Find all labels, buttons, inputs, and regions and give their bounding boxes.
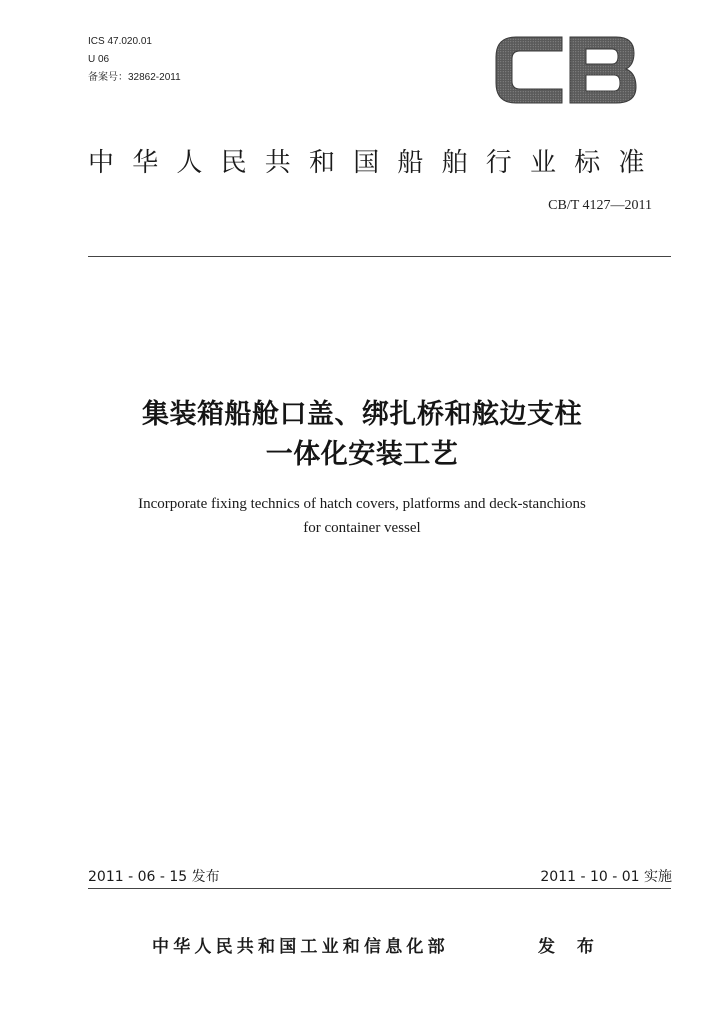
implementation-date: 2011 - 10 - 01 实施	[540, 869, 672, 885]
title-cn-line2: 一体化安装工艺	[265, 439, 459, 470]
record-value: 32862-2011	[128, 72, 181, 83]
bottom-divider	[88, 888, 671, 889]
header-title: 中华人民共和国船舶行业标准	[88, 148, 663, 178]
top-divider	[88, 256, 671, 257]
ics-code: ICS 47.020.01	[88, 36, 152, 47]
ccs-code: U 06	[88, 54, 110, 65]
record-label: 备案号：	[88, 72, 128, 83]
record-number	[88, 72, 181, 84]
publish-label: 发 布	[538, 937, 602, 957]
standard-number: CB/T 4127—2011	[548, 198, 652, 213]
publisher-name: 中华人民共和国工业和信息化部	[152, 937, 449, 957]
title-en-line2: for container vessel	[303, 520, 421, 536]
issue-date: 2011 - 06 - 15 发布	[88, 869, 220, 885]
title-cn-line1: 集装箱船舱口盖、绑扎桥和舷边支柱	[142, 399, 582, 430]
cb-logo-icon	[492, 33, 638, 107]
title-en-line1: Incorporate fixing technics of hatch covers, platforms and deck-stanchions	[138, 496, 586, 512]
